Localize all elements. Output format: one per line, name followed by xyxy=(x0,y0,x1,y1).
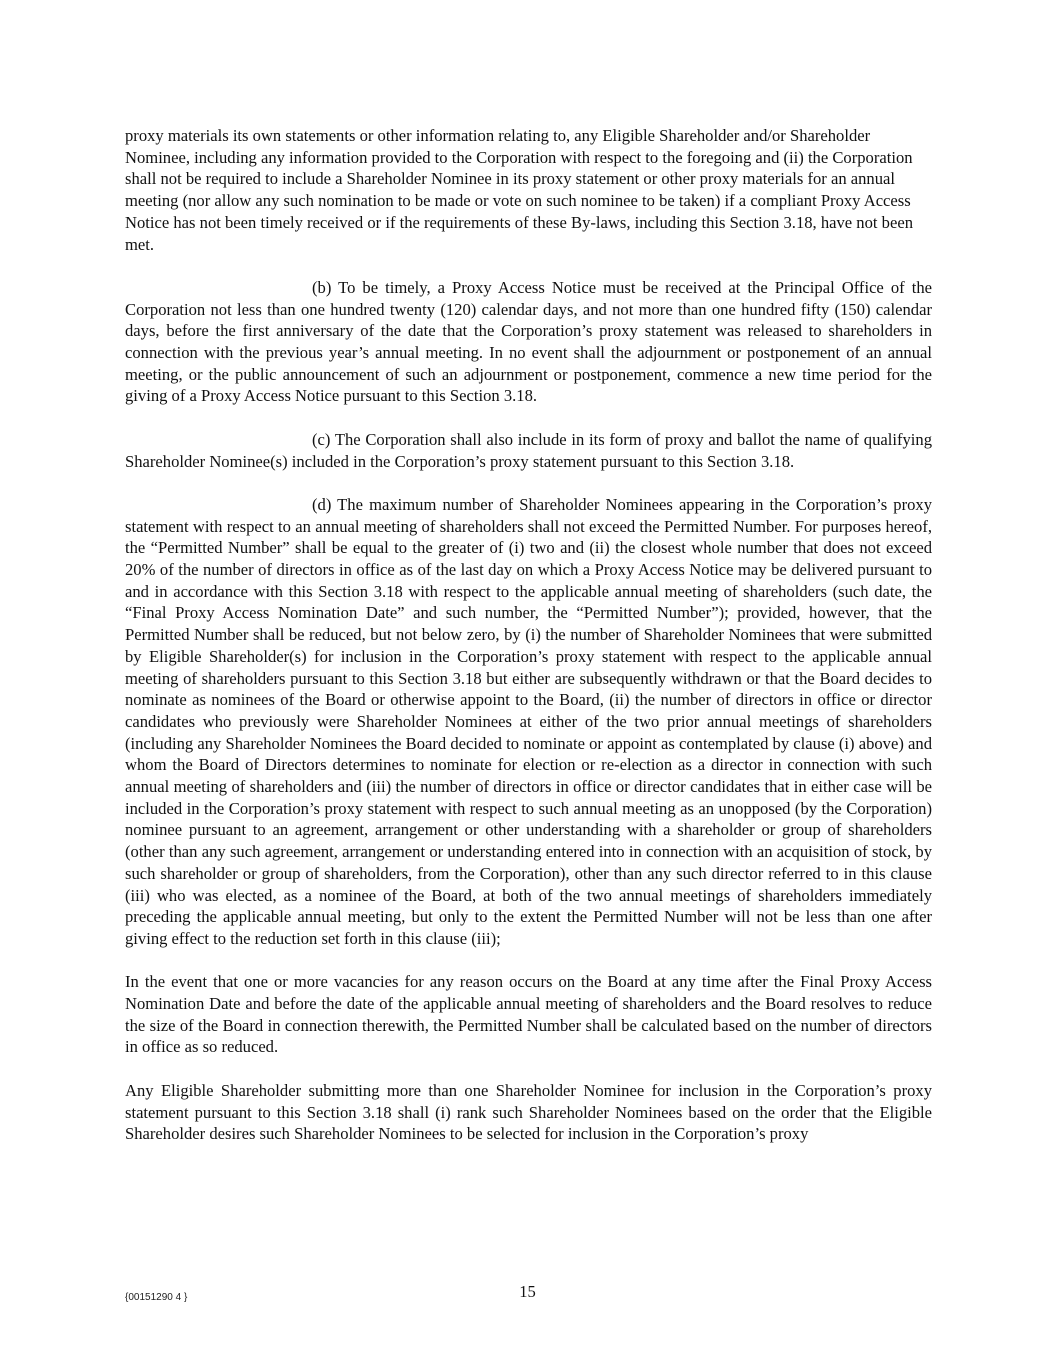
paragraph-vacancies: In the event that one or more vacancies for any reason occurs on the Board at any time after the Final Proxy Access Nomination Date and before the date of the applicable annual meeting of shareholders and the Board resolves to reduce the size of the Board in connection therewith, the Permitted Number shall be calculated based on the number of directors in office as so reduced. xyxy=(125,972,932,1057)
page-number: 15 xyxy=(519,1282,536,1301)
paragraph-d-permitted-number: (d) The maximum number of Shareholder Nominees appearing in the Corporation’s proxy statement with respect to an annual meeting of shareholders shall not exceed the Permitted Number. For purposes hereof, the “Permitted Number” shall be equal to the greater of (i) two and (ii) the closest whole number that does not exceed 20% of the number of directors in office as of the last day on which a Proxy Access Notice may be delivered pursuant to and in accordance with this Section 3.18 with respect to the applicable annual meeting of shareholders (such date, the “Final Proxy Access Nomination Date” and such number, the “Permitted Number”); provided, however, that the Permitted Number shall be reduced, but not below zero, by (i) the number of Shareholder Nominees that were submitted by Eligible Shareholder(s) for inclusion in the Corporation’s proxy statement with respect to the applicable annual meeting of shareholders pursuant to this Section 3.18 but either are subsequently withdrawn or that the Board decides to nominate as nominees of the Board or otherwise appoint to the Board, (ii) the number of directors in office or director candidates who previously were Shareholder Nominees at either of the two prior annual meetings of shareholders (including any Shareholder Nominees the Board decided to nominate or appoint as contemplated by clause (i) above) and whom the Board of Directors determines to nominate for election or re-election as a director in connection with such annual meeting of shareholders and (iii) the number of directors in office or director candidates that in either case will be included in the Corporation’s proxy statement with respect to such annual meeting as an unopposed (by the Corporation) nominee pursuant to an agreement, arrangement or other understanding with a shareholder or group of shareholders (other than any such agreement, arrangement or understanding entered into in connection with an acquisition of stock, by such shareholder or group of shareholders, from the Corporation), other than any such director referred to in this clause (iii) who was elected, as a nominee of the Board, at both of the two annual meetings of shareholders immediately preceding the applicable annual meeting, but only to the extent the Permitted Number will not be less than one after giving effect to the reduction set forth in this clause (iii); xyxy=(125,494,932,948)
paragraph-b-timeliness: (b) To be timely, a Proxy Access Notice must be received at the Principal Office of the Corporation not less than one hundred twenty (120) calendar days, and not more than one hundred fifty (150) calendar days, before the first anniversary of the date that the Corporation’s proxy statement was released to shareholders in connection with the previous year’s annual meeting. In no event shall the adjournment or postponement of an annual meeting, or the public announcement of such an adjournment or postponement, commence a new time period for the giving of a Proxy Access Notice pursuant to this Section 3.18. xyxy=(125,277,932,406)
document-body xyxy=(125,125,932,1167)
paragraph-ranking: Any Eligible Shareholder submitting more than one Shareholder Nominee for inclusion in the Corporation’s proxy statement pursuant to this Section 3.18 shall (i) rank such Shareholder Nominees based on the order that the Eligible Shareholder desires such Shareholder Nominees to be selected for inclusion in the Corporation’s proxy xyxy=(125,1080,932,1144)
paragraph-c-ballot: (c) The Corporation shall also include in its form of proxy and ballot the name of qualifying Shareholder Nominee(s) included in the Corporation’s proxy statement pursuant to this Section 3.18. xyxy=(125,429,932,471)
paragraph-continuation: proxy materials its own statements or other information relating to, any Eligible Shareholder and/or Shareholder Nominee, including any information provided to the Corporation with respect to the foregoing and (ii) the Corporation shall not be required to include a Shareholder Nominee in its proxy statement or other proxy materials for an annual meeting (nor allow any such nomination to be made or vote on such nominee to be taken) if a compliant Proxy Access Notice has not been timely received or if the requirements of these By-laws, including this Section 3.18, have not been met. xyxy=(125,126,913,254)
document-id: {00151290 4 } xyxy=(125,1292,188,1303)
